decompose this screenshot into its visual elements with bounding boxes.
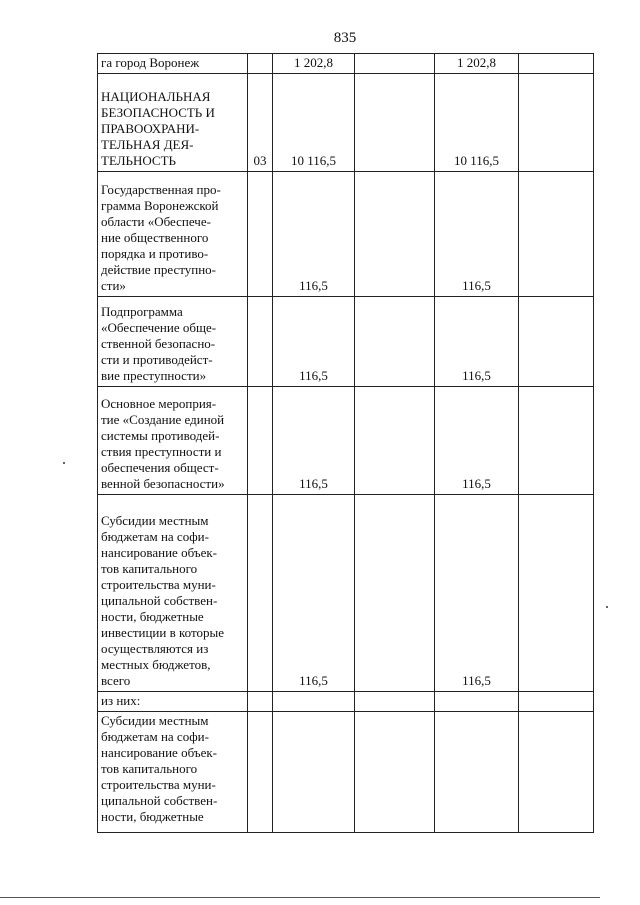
row-empty-col-2 [519,172,594,297]
row-empty-col-1 [355,297,435,387]
row-section-code [248,712,273,833]
row-amount-2 [435,712,519,833]
row-name: Субсидии местным бюджетам на софи- нансирование объек- тов капитального строительства муни- ципальной собствен- ности, бюджетные инвестиции в которые осуществляются из местных бюджетов, всего [98,495,248,692]
row-name: НАЦИОНАЛЬНАЯ БЕЗОПАСНОСТЬ И ПРАВООХРАНИ- ТЕЛЬНАЯ ДЕЯ- ТЕЛЬНОСТЬ [98,74,248,172]
row-name: из них: [98,692,248,712]
bottom-rule [0,897,600,898]
table-row [98,387,594,495]
table-row [98,54,594,74]
row-amount-2 [435,692,519,712]
row-section-code [248,387,273,495]
row-amount-2: 1 202,8 [435,54,519,74]
row-empty-col-1 [355,74,435,172]
row-empty-col-1 [355,495,435,692]
row-name: Субсидии местным бюджетам на софи- нансирование объек- тов капитального строительства муни- ципальной собствен- ности, бюджетные [98,712,248,833]
row-empty-col-1 [355,692,435,712]
table-row [98,495,594,692]
row-amount-1: 1 202,8 [273,54,355,74]
row-amount-1: 116,5 [273,387,355,495]
row-section-code: 03 [248,74,273,172]
row-empty-col-2 [519,74,594,172]
row-amount-2: 116,5 [435,172,519,297]
row-amount-1: 116,5 [273,495,355,692]
row-amount-1: 116,5 [273,172,355,297]
row-empty-col-1 [355,712,435,833]
row-amount-2: 116,5 [435,297,519,387]
row-amount-2: 10 116,5 [435,74,519,172]
row-section-code [248,297,273,387]
row-name: Государственная про- грамма Воронежской области «Обеспече- ние общественного порядка и противо- действие преступно- сти» [98,172,248,297]
scan-speck [63,462,65,464]
table-row [98,712,594,833]
row-section-code [248,495,273,692]
table-row [98,172,594,297]
row-amount-2: 116,5 [435,387,519,495]
row-empty-col-1 [355,54,435,74]
row-name: га город Воронеж [98,54,248,74]
row-amount-1 [273,692,355,712]
row-empty-col-1 [355,387,435,495]
row-section-code [248,172,273,297]
row-name: Подпрограмма «Обеспечение обще- ственной безопасно- сти и противодейст- вие преступности» [98,297,248,387]
page-number: 835 [333,30,357,46]
row-section-code [248,692,273,712]
budget-table-body [98,54,594,833]
table-row [98,297,594,387]
row-amount-2: 116,5 [435,495,519,692]
row-amount-1: 10 116,5 [273,74,355,172]
budget-table [97,53,594,833]
table-row [98,74,594,172]
row-empty-col-1 [355,172,435,297]
row-empty-col-2 [519,495,594,692]
scan-speck [606,606,608,608]
row-empty-col-2 [519,387,594,495]
row-empty-col-2 [519,692,594,712]
row-section-code [248,54,273,74]
table-row [98,692,594,712]
row-empty-col-2 [519,297,594,387]
row-amount-1: 116,5 [273,297,355,387]
row-empty-col-2 [519,54,594,74]
row-empty-col-2 [519,712,594,833]
row-name: Основное мероприя- тие «Создание единой системы противодей- ствия преступности и обеспечения общест- венной безопасности» [98,387,248,495]
row-amount-1 [273,712,355,833]
